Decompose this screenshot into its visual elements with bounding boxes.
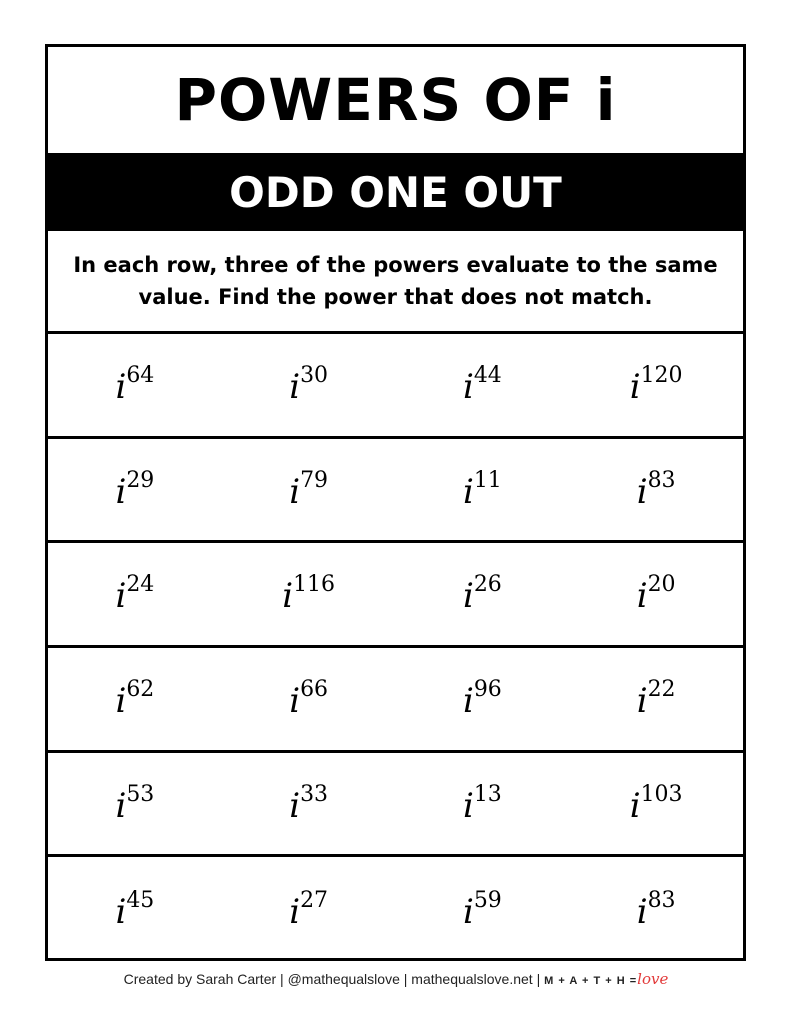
power-exponent: 29 [126, 467, 155, 493]
power-base: i [636, 680, 648, 721]
power-cell [48, 363, 222, 407]
power-base: i [462, 680, 474, 721]
power-exponent: 24 [126, 572, 155, 598]
power-cell [222, 677, 396, 721]
power-exponent: 45 [126, 887, 155, 913]
problem-rows [48, 334, 743, 962]
power-exponent: 79 [300, 467, 329, 493]
power-exponent: 116 [293, 572, 336, 598]
footer-separator: | [403, 971, 408, 987]
power-cell [396, 363, 570, 407]
power-exponent: 53 [126, 781, 155, 807]
power-base: i [115, 680, 127, 721]
power-cell [222, 572, 396, 616]
power-exponent: 13 [473, 781, 502, 807]
power-base: i [629, 366, 641, 407]
power-exponent: 62 [126, 676, 155, 702]
power-cell [222, 363, 396, 407]
problem-row [48, 334, 743, 439]
problem-row [48, 439, 743, 544]
power-base: i [289, 891, 301, 932]
power-exponent: 120 [640, 362, 683, 388]
power-cell [48, 677, 222, 721]
power-base: i [289, 680, 301, 721]
problem-row [48, 543, 743, 648]
worksheet [45, 44, 746, 961]
power-base: i [629, 785, 641, 826]
power-cell [222, 782, 396, 826]
power-cell [396, 572, 570, 616]
power-base: i [115, 891, 127, 932]
power-base: i [636, 576, 648, 617]
power-base: i [289, 785, 301, 826]
footer-separator: | [280, 971, 284, 987]
power-exponent: 83 [647, 467, 676, 493]
power-base: i [636, 891, 648, 932]
power-base: i [289, 471, 301, 512]
power-cell [48, 572, 222, 616]
power-exponent: 66 [300, 676, 329, 702]
power-exponent: 26 [473, 572, 502, 598]
power-cell [396, 677, 570, 721]
power-base: i [462, 785, 474, 826]
problem-row [48, 857, 743, 962]
power-cell [569, 677, 743, 721]
worksheet-subtitle-banner: ODD ONE OUT [48, 153, 743, 231]
power-exponent: 20 [647, 572, 676, 598]
power-cell [569, 782, 743, 826]
power-base: i [636, 471, 648, 512]
footer-author-credit: Created by Sarah Carter [123, 971, 277, 987]
power-exponent: 44 [473, 362, 502, 388]
power-cell [569, 468, 743, 512]
power-base: i [115, 785, 127, 826]
power-cell [222, 888, 396, 932]
power-base: i [115, 576, 127, 617]
power-base: i [115, 366, 127, 407]
footer-credits [0, 970, 792, 988]
problem-row [48, 753, 743, 858]
power-exponent: 30 [300, 362, 329, 388]
power-cell [569, 363, 743, 407]
power-cell [396, 782, 570, 826]
power-exponent: 27 [300, 887, 329, 913]
instructions-text: In each row, three of the powers evaluate to the same value. Find the power that does not match. [48, 231, 743, 334]
problem-row [48, 648, 743, 753]
power-exponent: 103 [640, 781, 683, 807]
power-base: i [289, 366, 301, 407]
brand-logo-text: M + A + T + H = [544, 975, 638, 987]
power-cell [569, 888, 743, 932]
power-exponent: 22 [647, 676, 676, 702]
power-exponent: 96 [473, 676, 502, 702]
power-base: i [462, 366, 474, 407]
power-cell [569, 572, 743, 616]
power-base: i [462, 891, 474, 932]
power-cell [396, 888, 570, 932]
power-exponent: 83 [647, 887, 676, 913]
footer-separator: | [536, 971, 541, 987]
power-exponent: 11 [473, 467, 502, 493]
power-cell [396, 468, 570, 512]
footer-social-handle: @mathequalslove [287, 971, 400, 987]
power-base: i [115, 471, 127, 512]
power-base: i [282, 576, 294, 617]
power-base: i [462, 576, 474, 617]
footer-website: mathequalslove.net [411, 971, 533, 987]
power-cell [48, 782, 222, 826]
worksheet-title: POWERS OF i [174, 66, 617, 134]
power-exponent: 64 [126, 362, 155, 388]
power-cell [48, 888, 222, 932]
brand-logo-love: love [637, 970, 669, 988]
power-base: i [462, 471, 474, 512]
power-cell [48, 468, 222, 512]
power-exponent: 59 [473, 887, 502, 913]
power-cell [222, 468, 396, 512]
power-exponent: 33 [300, 781, 329, 807]
